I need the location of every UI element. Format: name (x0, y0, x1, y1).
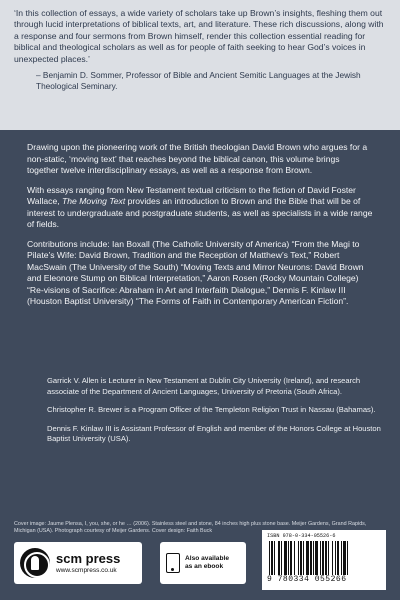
barcode-stripe (341, 541, 342, 575)
scm-logo-icon (20, 548, 50, 578)
barcode-stripe (347, 541, 348, 575)
barcode-stripe (325, 541, 327, 575)
barcode-stripe (290, 541, 292, 575)
editor-bios (0, 376, 400, 453)
barcode-stripe (298, 541, 299, 575)
blurb-paragraph-1: Drawing upon the pioneering work of the British theologian David Brown who argues for a non-static, ‘moving text’ that reaches beyond the biblical canon, this volume brings together twelve interdisciplinary essays, as well as a response from Brown. (27, 142, 368, 175)
blurb-p2-start: With essays ranging from New Testament textual criticism to the fiction of David Foster Wallace, (27, 184, 356, 206)
bio-kinlaw: Dennis F. Kinlaw III is Assistant Professor of English and member of the Honors College at Houston Baptist University (USA). (47, 423, 381, 444)
barcode-stripe (300, 541, 302, 575)
publisher-url: www.scmpress.co.uk (56, 566, 117, 574)
endorsement-quote: ‘In this collection of essays, a wide variety of scholars take up Brown’s insights, fleshing them out through lucid interpretations of biblical texts, art, and literature. These rich discussions, along with a response and four sermons from Brown himself, render this collection essential reading for biblical and theological scholars as well as for people of faith seeking to hear God’s voices in unexpected places.’ (14, 8, 384, 64)
barcode-stripe (310, 541, 312, 575)
endorsement-panel (0, 0, 400, 130)
isbn-label: ISBN 978-0-334-05526-6 (267, 533, 336, 539)
bio-brewer: Christopher R. Brewer is a Program Officer of the Templeton Religion Trust in Nassau (Bahamas). (47, 405, 376, 415)
blurb (0, 142, 400, 316)
tablet-icon (166, 553, 180, 573)
ebook-line-2: as an ebook (185, 563, 224, 570)
barcode-stripe (335, 541, 336, 575)
publisher-logo-box (14, 542, 142, 584)
bio-allen: Garrick V. Allen is Lecturer in New Testament at Dublin City University (Ireland), and research associate of the Department of Ancient Languages, University of Pretoria (South Africa). (47, 376, 361, 396)
barcode-stripe (271, 541, 273, 575)
barcode-stripe (288, 541, 289, 575)
barcode-stripe (337, 541, 339, 575)
barcode-stripe (315, 541, 318, 575)
ebook-line-1: Also available (185, 555, 229, 562)
barcode-stripe (332, 541, 333, 575)
barcode-stripe (284, 541, 287, 575)
barcode-stripe (306, 541, 309, 575)
barcode-stripe (320, 541, 321, 575)
ebook-badge (160, 542, 246, 584)
publisher-name: scm press (56, 550, 121, 566)
cover-credit: Cover image: Jaume Plensa, I, you, she, or he … (2006). Stainless steel and stone, 84 inches high plus stone base. Meijer Gardens, Grand Rapids, Michigan (USA). Photograph courtesy of Meijer Gardens. Cover design: Faith Buck (14, 521, 367, 535)
contributors-paragraph: Contributions include: Ian Boxall (The Catholic University of America) “From the Magi to Pilate’s Wife: David Brown, Tradition and the Reception of Matthew’s Text,” Robert MacSwain (The University of the South) “Moving Texts and Mirror Neurons: David Brown and Eleonore Stump on Biblical Interpretation,” Aaron Rosen (Rocky Mountain College) “Re-visions of Sacrifice: Abraham in Art and Interfaith Dialogue,” Dennis F. Kinlaw III (Houston Baptist University) “The Forms of Faith in Contemporary American Fiction”. (27, 238, 364, 306)
barcode-stripe (343, 541, 346, 575)
ebook-text (185, 555, 229, 571)
book-title: The Moving Text (62, 196, 126, 206)
blurb-p2-end: provides an introduction to Brown and the Bible that will be of interest to undergraduate and postgraduate students, as well as specialists in a wide range of fields. (27, 196, 373, 229)
barcode-stripe (278, 541, 280, 575)
barcode-box (262, 530, 386, 590)
blurb-paragraph-2 (27, 185, 373, 231)
barcode-stripe (303, 541, 304, 575)
barcode-bars (267, 541, 381, 575)
barcode-stripe (294, 541, 295, 575)
barcode-number: 9 780334 055266 (267, 575, 347, 584)
publisher-text (56, 552, 120, 575)
barcode-stripe (328, 541, 329, 575)
barcode-stripe (269, 541, 270, 575)
barcode-stripe (281, 541, 282, 575)
barcode-stripe (313, 541, 314, 575)
endorsement-attribution: – Benjamin D. Sommer, Professor of Bible and Ancient Semitic Languages at the Jewish Theological Seminary. (36, 70, 361, 92)
barcode-stripe (274, 541, 275, 575)
barcode-stripe (322, 541, 324, 575)
